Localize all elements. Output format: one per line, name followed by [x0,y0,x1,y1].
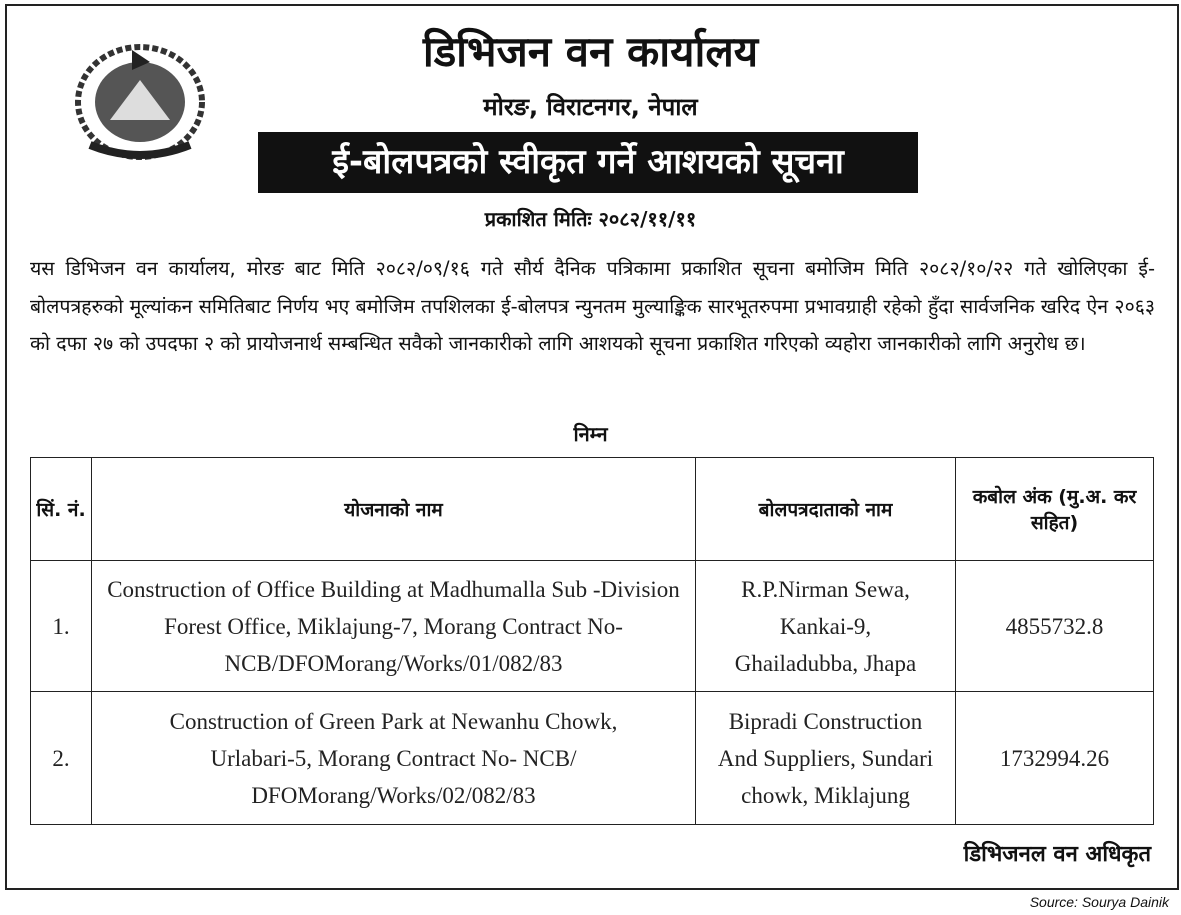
table-header-row [31,458,1154,561]
table-row [31,561,1154,692]
source-credit: Source: Sourya Dainik [1029,894,1169,910]
office-address: मोरङ, विराटनगर, नेपाल [483,93,698,121]
published-date: प्रकाशित मितिः २०८२/११/११ [484,207,697,231]
cell-amount: 1732994.26 [956,692,1154,825]
signature: डिभिजनल वन अधिकृत [963,842,1151,867]
header-project: योजनाको नाम [92,458,696,561]
cell-project: Construction of Green Park at Newanhu Chowk, Urlabari-5, Morang Contract No- NCB/ DFOMorang/Works/02/082/83 [92,692,696,825]
cell-bidder: Bipradi Construction And Suppliers, Sundari chowk, Miklajung [696,692,956,825]
office-name: डिभिजन वन कार्यालय [422,27,759,76]
cell-project: Construction of Office Building at Madhumalla Sub -Division Forest Office, Miklajung-7, Morang Contract No- NCB/DFOMorang/Works/01/082/83 [92,561,696,692]
cell-amount: 4855732.8 [956,561,1154,692]
header-amount: कबोल अंक (मु.अ. कर सहित) [956,458,1154,561]
notice-title: ई-बोलपत्रको स्वीकृत गर्ने आशयको सूचना [258,132,918,193]
notice-paragraph: यस डिभिजन वन कार्यालय, मोरङ बाट मिति २०८२/०९/१६ गते सौर्य दैनिक पत्रिकामा प्रकाशित सूचना बमोजिम मिति २०८२/१०/२२ गते खोलिएका ई-बोलपत्रहरुको मूल्यांकन समितिबाट निर्णय भए बमोजिम तपशिलका ई-बोलपत्र न्युनतम मुल्याङ्किक सारभूतरुपमा प्रभावग्राही रहेको हुँदा सार्वजनिक खरिद ऐन २०६३ को दफा २७ को उपदफा २ को प्रायोजनार्थ सम्बन्धित सवैको जानकारीको लागि आशयको सूचना प्रकाशित गरिएको व्यहोरा जानकारीको लागि अनुरोध छ। [30,257,1155,355]
cell-sn: 2. [31,692,92,825]
table-row [31,692,1154,825]
header-sn: सिं. नं. [31,458,92,561]
below-label: निम्न [573,422,608,446]
header-bidder: बोलपत्रदाताको नाम [696,458,956,561]
bid-table [30,457,1154,825]
cell-bidder: R.P.Nirman Sewa, Kankai-9, Ghailadubba, Jhapa [696,561,956,692]
cell-sn: 1. [31,561,92,692]
